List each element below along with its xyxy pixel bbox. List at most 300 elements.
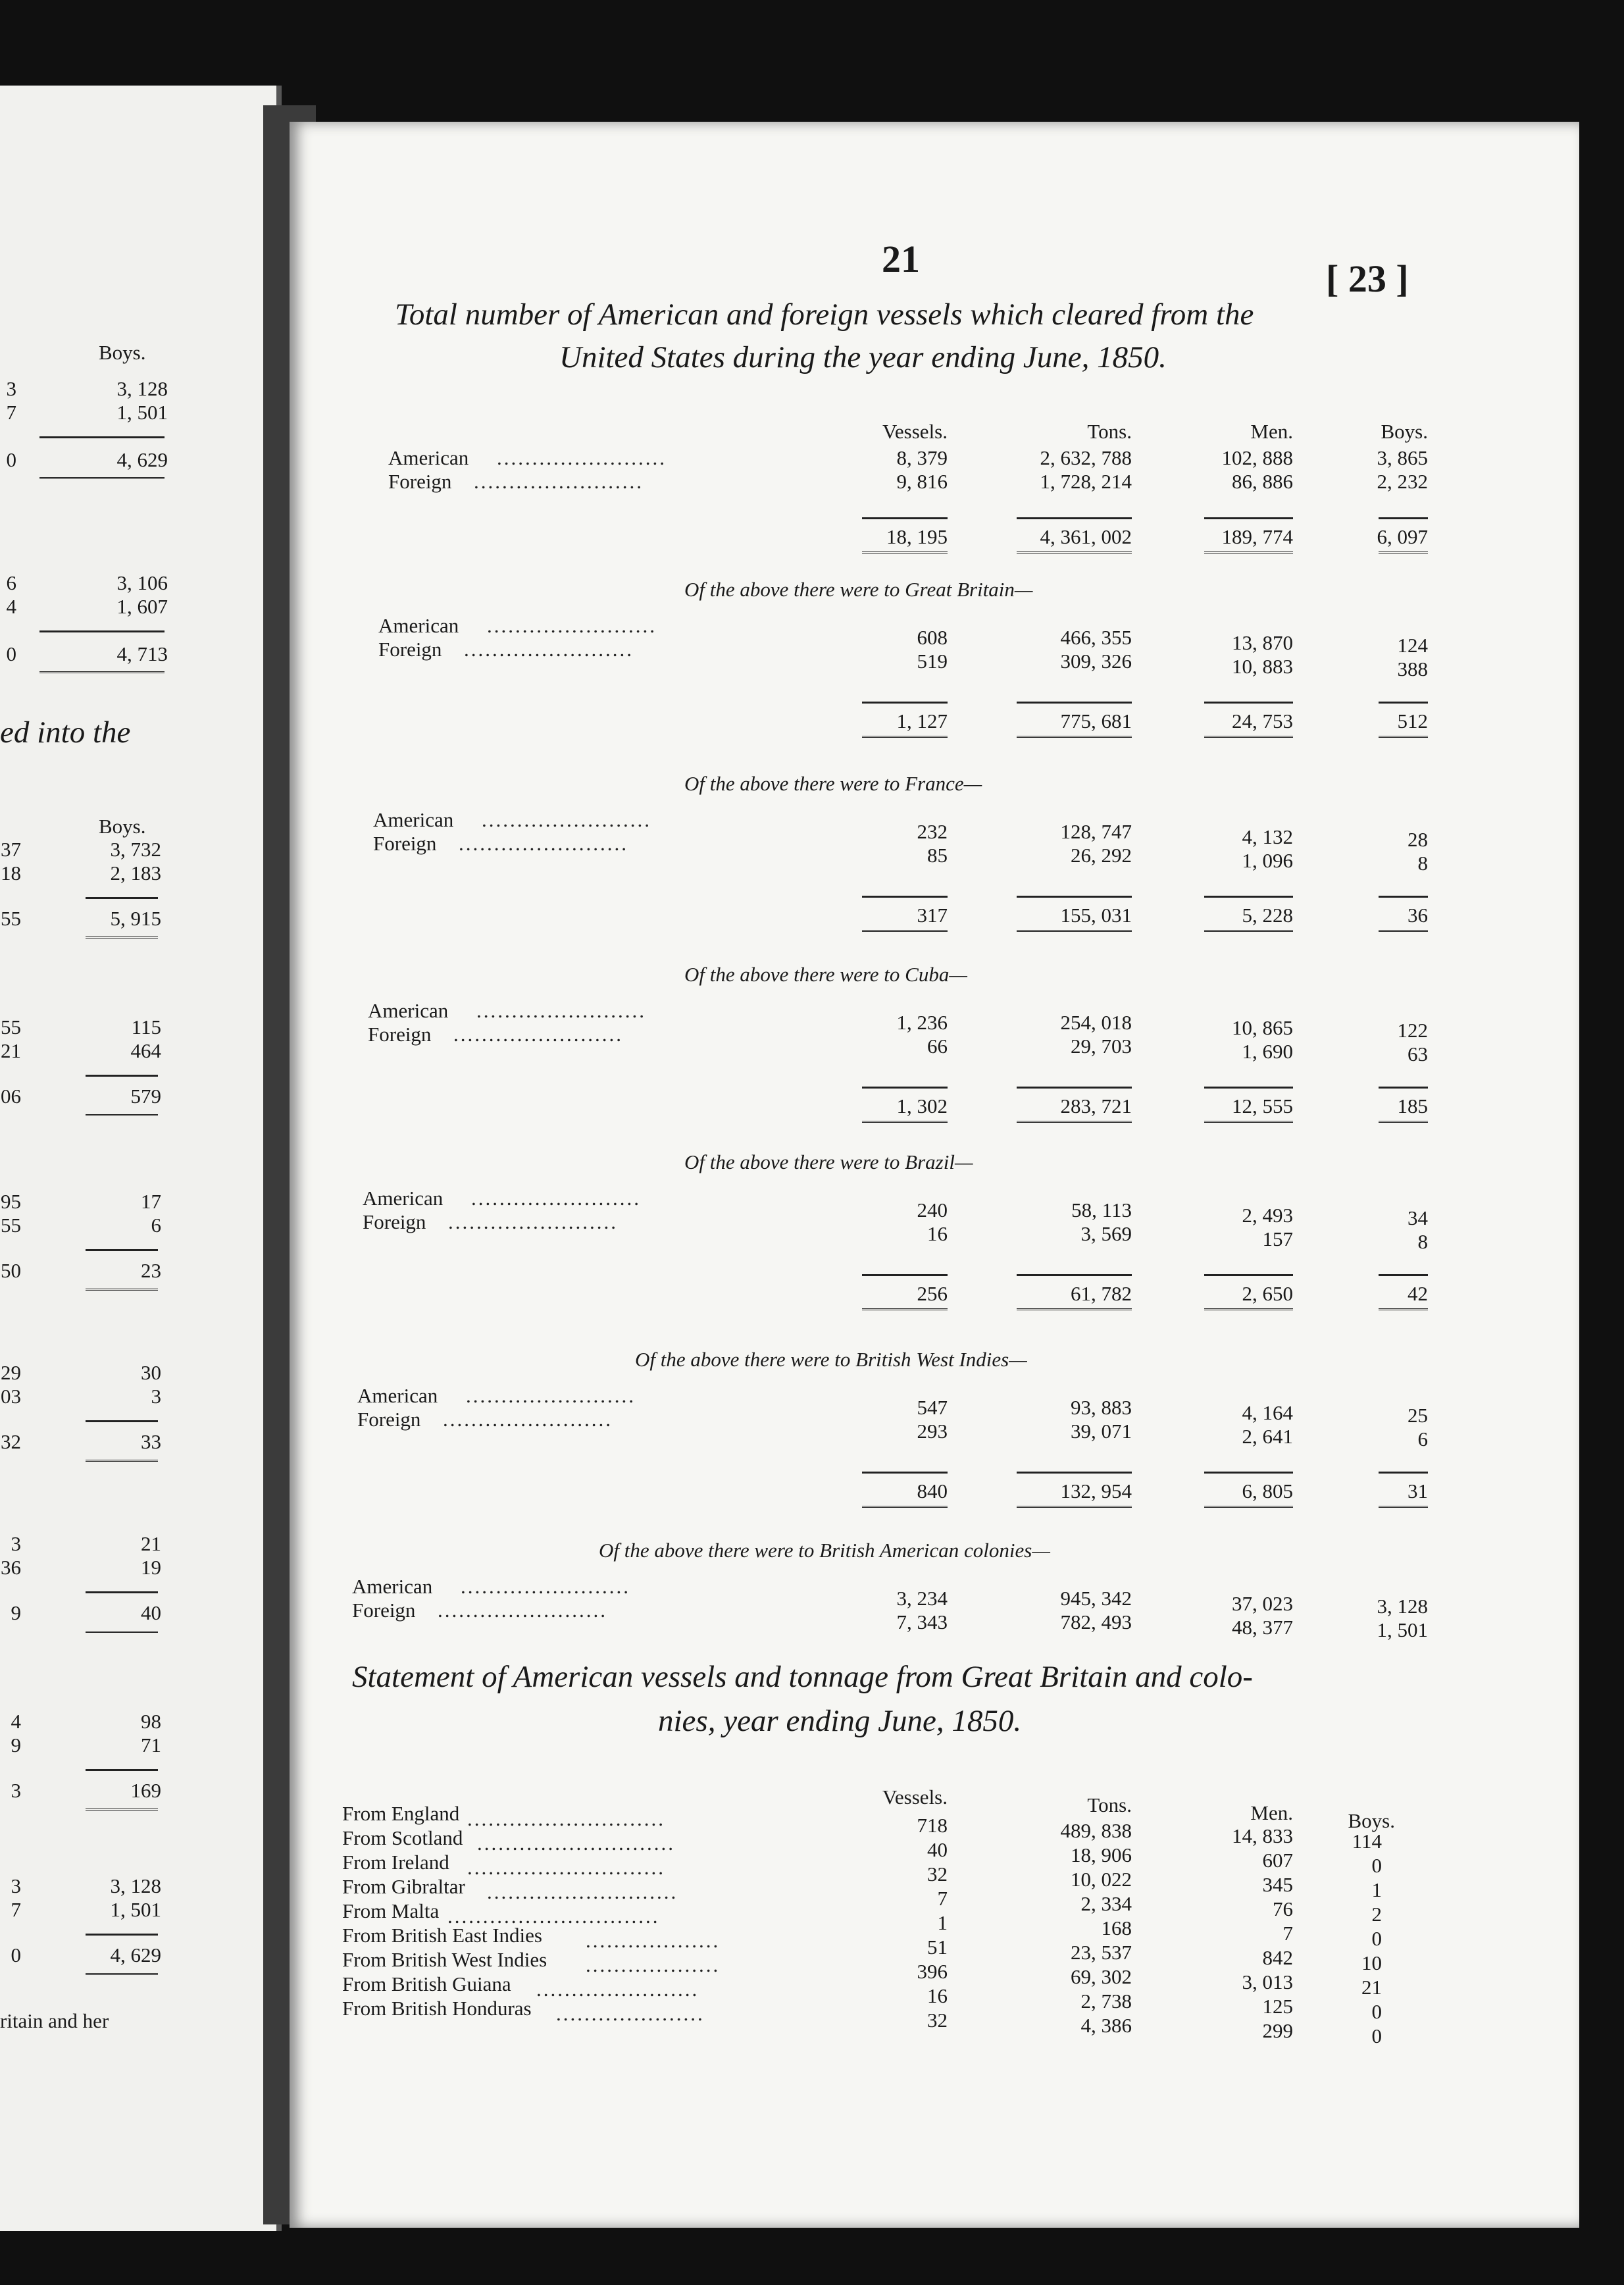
left-cut-value: 55 (1, 907, 21, 930)
sum-rule (1204, 896, 1293, 898)
left-cut-value: 3 (11, 1532, 21, 1555)
row-label: From England (342, 1802, 460, 1825)
sum-rule (1204, 1087, 1293, 1089)
total-double-rule (862, 552, 948, 557)
left-value: 2, 183 (110, 861, 161, 885)
left-bottom-fragment: ritain and her (0, 2009, 109, 2032)
total-value: 189, 774 (1221, 525, 1293, 548)
cell-value: 396 (917, 1960, 948, 1983)
dot-leader: ........................ (453, 1023, 623, 1046)
dot-leader: ........................ (464, 638, 634, 661)
left-boys-header: Boys. (99, 341, 146, 364)
left-cut-value: 0 (6, 448, 16, 471)
cell-value: 2 (1371, 1903, 1382, 1926)
left-double-rule (86, 937, 158, 942)
left-cut-value: 4 (6, 595, 16, 618)
dot-leader: ........................ (466, 1384, 636, 1407)
cell-value: 782, 493 (1060, 1610, 1132, 1633)
sum-rule (862, 1472, 948, 1474)
cell-value: 26, 292 (1071, 844, 1132, 867)
sum-rule (1017, 1472, 1132, 1474)
cell-value: 10, 022 (1071, 1868, 1132, 1891)
cell-value: 63 (1408, 1042, 1428, 1065)
cell-value: 547 (917, 1396, 948, 1419)
cell-value: 86, 886 (1232, 470, 1293, 493)
dot-leader: ....................... (536, 1978, 699, 2001)
left-cut-value: 29 (1, 1361, 21, 1384)
dot-leader: .............................. (447, 1905, 660, 1928)
left-value: 6 (151, 1214, 161, 1237)
cell-value: 48, 377 (1232, 1616, 1293, 1639)
left-sum-rule (86, 897, 158, 899)
cell-value: 309, 326 (1060, 650, 1132, 673)
section-heading: Of the above there were to British West Indies— (635, 1348, 1027, 1371)
dot-leader: ............................ (467, 1807, 665, 1830)
left-cut-value: 21 (1, 1039, 21, 1062)
cell-value: 607 (1262, 1849, 1293, 1872)
row-label: American (373, 808, 454, 831)
total-value: 12, 555 (1232, 1094, 1293, 1117)
cell-value: 489, 838 (1060, 1819, 1132, 1842)
left-double-rule (86, 1460, 158, 1465)
sum-rule (862, 1274, 948, 1276)
left-cut-value: 3 (11, 1874, 21, 1897)
sum-rule (1379, 896, 1428, 898)
sum-rule (1017, 896, 1132, 898)
cell-value: 466, 355 (1060, 626, 1132, 649)
cell-value: 14, 833 (1232, 1824, 1293, 1847)
column-header: Vessels. (882, 1785, 948, 1809)
left-double-rule (86, 1631, 158, 1636)
cell-value: 232 (917, 820, 948, 843)
total-value: 317 (917, 904, 948, 927)
left-cut-value: 7 (11, 1898, 21, 1921)
cell-value: 945, 342 (1060, 1587, 1132, 1610)
sum-rule (862, 1087, 948, 1089)
dot-leader: ..................... (556, 2002, 705, 2025)
cell-value: 4, 386 (1080, 2014, 1132, 2037)
row-label: From Scotland (342, 1826, 463, 1849)
dot-leader: ........................ (474, 470, 644, 493)
left-double-rule (86, 1809, 158, 1814)
cell-value: 0 (1371, 1854, 1382, 1877)
total-value: 840 (917, 1479, 948, 1502)
sum-rule (1379, 1087, 1428, 1089)
left-value: 17 (141, 1190, 161, 1213)
left-cut-value: 36 (1, 1556, 21, 1579)
bracket-page-number: [ 23 ] (1326, 257, 1409, 300)
total-value: 256 (917, 1282, 948, 1305)
total-double-rule (1204, 1308, 1293, 1314)
total-double-rule (1379, 1506, 1428, 1511)
cell-value: 37, 023 (1232, 1592, 1293, 1615)
dot-leader: ................... (586, 1929, 721, 1952)
total-double-rule (1204, 736, 1293, 741)
total-value: 155, 031 (1060, 904, 1132, 927)
total-value: 132, 954 (1060, 1479, 1132, 1502)
sum-rule (1379, 517, 1428, 519)
cell-value: 29, 703 (1071, 1035, 1132, 1058)
cell-value: 34 (1408, 1206, 1428, 1229)
left-cut-value: 55 (1, 1015, 21, 1039)
left-sum-rule (39, 630, 165, 632)
row-label: Foreign (373, 832, 437, 855)
section-heading: Of the above there were to Great Britain— (684, 578, 1033, 601)
dot-leader: ........................... (487, 1880, 678, 1903)
column-header: Boys. (1381, 420, 1428, 443)
cell-value: 0 (1371, 2024, 1382, 2047)
row-label: Foreign (363, 1210, 426, 1233)
total-value: 6, 097 (1377, 525, 1428, 548)
cell-value: 8, 379 (896, 446, 948, 469)
left-value: 3 (151, 1385, 161, 1408)
cell-value: 7 (1282, 1922, 1293, 1945)
cell-value: 3, 013 (1242, 1970, 1293, 1993)
left-cut-value: 06 (1, 1085, 21, 1108)
left-total: 169 (130, 1779, 161, 1802)
total-double-rule (862, 1506, 948, 1511)
cell-value: 388 (1397, 657, 1428, 680)
cell-value: 7 (937, 1887, 948, 1910)
cell-value: 23, 537 (1071, 1941, 1132, 1964)
cell-value: 16 (927, 1222, 948, 1245)
left-total: 5, 915 (110, 907, 161, 930)
table1-title-line2: United States during the year ending June, 1850. (559, 340, 1167, 374)
cell-value: 9, 816 (896, 470, 948, 493)
left-cut-value: 3 (11, 1779, 21, 1802)
total-double-rule (1017, 1506, 1132, 1511)
total-double-rule (1379, 930, 1428, 935)
left-double-rule (86, 1973, 158, 1978)
row-label: From British Honduras (342, 1997, 532, 2020)
cell-value: 4, 132 (1242, 825, 1293, 848)
left-double-rule (39, 477, 165, 482)
left-value: 1, 501 (116, 401, 168, 424)
total-value: 2, 650 (1242, 1282, 1293, 1305)
column-header: Men. (1250, 1801, 1293, 1824)
total-double-rule (1204, 552, 1293, 557)
left-cut-value: 9 (11, 1601, 21, 1624)
cell-value: 168 (1101, 1916, 1132, 1939)
total-double-rule (1017, 736, 1132, 741)
total-double-rule (1379, 1121, 1428, 1126)
row-label: Foreign (378, 638, 442, 661)
cell-value: 1, 096 (1242, 849, 1293, 872)
cell-value: 3, 234 (896, 1587, 948, 1610)
cell-value: 4, 164 (1242, 1401, 1293, 1424)
cell-value: 1, 236 (896, 1011, 948, 1034)
cell-value: 345 (1262, 1873, 1293, 1896)
total-double-rule (1204, 930, 1293, 935)
folio: 21 (882, 238, 920, 280)
total-double-rule (1017, 930, 1132, 935)
left-value: 115 (131, 1015, 161, 1039)
section-heading: Of the above there were to Brazil— (684, 1150, 973, 1173)
sum-rule (1017, 517, 1132, 519)
cell-value: 16 (927, 1984, 948, 2007)
cell-value: 2, 738 (1080, 1990, 1132, 2013)
column-header: Tons. (1087, 420, 1132, 443)
cell-value: 1, 690 (1242, 1040, 1293, 1063)
total-double-rule (862, 1308, 948, 1314)
cell-value: 85 (927, 844, 948, 867)
table2-title-line1: Statement of American vessels and tonnage from Great Britain and colo- (352, 1660, 1253, 1694)
left-boys-header: Boys. (99, 815, 146, 838)
cell-value: 18, 906 (1071, 1843, 1132, 1866)
left-value: 1, 607 (116, 595, 168, 618)
left-total: 4, 629 (116, 448, 168, 471)
cell-value: 718 (917, 1814, 948, 1837)
cell-value: 1, 728, 214 (1040, 470, 1132, 493)
cell-value: 58, 113 (1071, 1198, 1132, 1221)
row-label: American (357, 1384, 438, 1407)
total-value: 185 (1397, 1094, 1428, 1117)
left-double-rule (39, 671, 165, 677)
row-label: Foreign (368, 1023, 432, 1046)
total-value: 4, 361, 002 (1040, 525, 1132, 548)
cell-value: 519 (917, 650, 948, 673)
sum-rule (1204, 517, 1293, 519)
total-value: 1, 302 (896, 1094, 948, 1117)
cell-value: 1 (937, 1911, 948, 1934)
sum-rule (862, 517, 948, 519)
column-header: Boys. (1348, 1809, 1395, 1832)
section-heading: Of the above there were to Cuba— (684, 963, 967, 986)
total-double-rule (862, 930, 948, 935)
left-double-rule (86, 1114, 158, 1119)
total-double-rule (862, 1121, 948, 1126)
dot-leader: ........................ (487, 614, 657, 637)
cell-value: 2, 334 (1080, 1892, 1132, 1915)
sum-rule (1017, 1274, 1132, 1276)
left-cut-value: 7 (6, 401, 16, 424)
left-cut-value: 32 (1, 1430, 21, 1453)
left-total: 23 (141, 1259, 161, 1282)
dot-leader: ........................ (448, 1210, 618, 1233)
cell-value: 128, 747 (1060, 820, 1132, 843)
table2-title-line2: nies, year ending June, 1850. (658, 1704, 1022, 1738)
sum-rule (1204, 1274, 1293, 1276)
cell-value: 7, 343 (896, 1610, 948, 1633)
total-double-rule (1379, 1308, 1428, 1314)
cell-value: 3, 128 (1377, 1595, 1428, 1618)
left-value: 21 (141, 1532, 161, 1555)
total-double-rule (1379, 736, 1428, 741)
section-heading: Of the above there were to France— (684, 772, 982, 795)
sum-rule (862, 896, 948, 898)
sum-rule (1204, 702, 1293, 704)
dot-leader: ............................ (467, 1856, 665, 1879)
cell-value: 157 (1262, 1227, 1293, 1250)
dot-leader: ................... (586, 1953, 721, 1976)
row-label: American (378, 614, 459, 637)
left-double-rule (86, 1289, 158, 1294)
cell-value: 13, 870 (1232, 631, 1293, 654)
total-value: 36 (1408, 904, 1428, 927)
row-label: From British East Indies (342, 1924, 542, 1947)
cell-value: 32 (927, 1862, 948, 1886)
row-label: From Ireland (342, 1851, 449, 1874)
cell-value: 0 (1371, 1927, 1382, 1950)
cell-value: 293 (917, 1420, 948, 1443)
cell-value: 32 (927, 2009, 948, 2032)
total-value: 1, 127 (896, 709, 948, 732)
cell-value: 2, 641 (1242, 1425, 1293, 1448)
cell-value: 28 (1408, 828, 1428, 851)
total-double-rule (1379, 552, 1428, 557)
cell-value: 2, 493 (1242, 1204, 1293, 1227)
row-label: American (363, 1187, 444, 1210)
left-value: 30 (141, 1361, 161, 1384)
dot-leader: ........................ (482, 808, 651, 831)
total-value: 775, 681 (1060, 709, 1132, 732)
left-cut-value: 4 (11, 1710, 21, 1733)
cell-value: 66 (927, 1035, 948, 1058)
left-sum-rule (86, 1934, 158, 1936)
left-cut-value: 9 (11, 1733, 21, 1757)
cell-value: 10, 865 (1232, 1016, 1293, 1039)
row-label: From Malta (342, 1899, 440, 1922)
total-value: 61, 782 (1071, 1282, 1132, 1305)
sum-rule (1204, 1472, 1293, 1474)
left-value: 98 (141, 1710, 161, 1733)
total-value: 5, 228 (1242, 904, 1293, 927)
dot-leader: ........................ (497, 446, 667, 469)
sum-rule (1017, 702, 1132, 704)
cell-value: 21 (1361, 1976, 1382, 1999)
sum-rule (1379, 1472, 1428, 1474)
cell-value: 51 (927, 1936, 948, 1959)
column-header: Men. (1250, 420, 1293, 443)
row-label: From Gibraltar (342, 1875, 465, 1898)
left-sum-rule (86, 1591, 158, 1593)
cell-value: 299 (1262, 2019, 1293, 2042)
cell-value: 93, 883 (1071, 1396, 1132, 1419)
left-value: 3, 732 (110, 838, 161, 861)
total-value: 6, 805 (1242, 1479, 1293, 1502)
dot-leader: ........................ (461, 1575, 630, 1598)
row-label: American (368, 999, 449, 1022)
cell-value: 25 (1408, 1404, 1428, 1427)
dot-leader: ........................ (471, 1187, 641, 1210)
cell-value: 2, 632, 788 (1040, 446, 1132, 469)
left-cut-value: 3 (6, 377, 16, 400)
sum-rule (1379, 1274, 1428, 1276)
cell-value: 240 (917, 1198, 948, 1221)
cell-value: 69, 302 (1071, 1965, 1132, 1988)
left-cut-value: 6 (6, 571, 16, 594)
sum-rule (1379, 702, 1428, 704)
left-cut-value: 0 (6, 642, 16, 665)
column-header: Vessels. (882, 420, 948, 443)
left-cut-value: 18 (1, 861, 21, 885)
row-label: Foreign (357, 1408, 421, 1431)
cell-value: 8 (1417, 1230, 1428, 1253)
total-value: 42 (1408, 1282, 1428, 1305)
section-heading: Of the above there were to British American colonies— (599, 1539, 1050, 1562)
dot-leader: ........................ (459, 832, 628, 855)
left-value: 3, 128 (110, 1874, 161, 1897)
total-double-rule (1017, 552, 1132, 557)
left-cut-value: 03 (1, 1385, 21, 1408)
dot-leader: ........................ (443, 1408, 613, 1431)
row-label: From British West Indies (342, 1948, 547, 1971)
left-value: 71 (141, 1733, 161, 1757)
left-total: 33 (141, 1430, 161, 1453)
left-cut-value: 95 (1, 1190, 21, 1213)
cell-value: 76 (1273, 1897, 1293, 1920)
left-cut-value: 37 (1, 838, 21, 861)
total-value: 31 (1408, 1479, 1428, 1502)
cell-value: 10 (1361, 1951, 1382, 1974)
left-total: 4, 713 (116, 642, 168, 665)
left-value: 464 (130, 1039, 161, 1062)
left-sum-rule (86, 1249, 158, 1251)
left-value: 1, 501 (110, 1898, 161, 1921)
table1-title-line1: Total number of American and foreign vessels which cleared from the (395, 297, 1254, 332)
cell-value: 254, 018 (1060, 1011, 1132, 1034)
left-cut-value: 50 (1, 1259, 21, 1282)
sum-rule (1017, 1087, 1132, 1089)
row-label: From British Guiana (342, 1972, 511, 1995)
left-cut-value: 55 (1, 1214, 21, 1237)
row-label: American (352, 1575, 433, 1598)
cell-value: 114 (1352, 1830, 1382, 1853)
cell-value: 125 (1262, 1995, 1293, 2018)
total-value: 24, 753 (1232, 709, 1293, 732)
cell-value: 122 (1397, 1019, 1428, 1042)
row-label: Foreign (388, 470, 452, 493)
total-double-rule (862, 736, 948, 741)
left-value: 3, 106 (116, 571, 168, 594)
cell-value: 102, 888 (1221, 446, 1293, 469)
cell-value: 39, 071 (1071, 1420, 1132, 1443)
left-title-fragment: ed into the (0, 715, 131, 750)
left-sum-rule (86, 1075, 158, 1077)
left-sum-rule (86, 1769, 158, 1771)
cell-value: 3, 865 (1377, 446, 1428, 469)
total-double-rule (1017, 1121, 1132, 1126)
total-double-rule (1204, 1121, 1293, 1126)
cell-value: 0 (1371, 2000, 1382, 2023)
total-value: 18, 195 (886, 525, 948, 548)
total-value: 283, 721 (1060, 1094, 1132, 1117)
cell-value: 8 (1417, 852, 1428, 875)
sum-rule (862, 702, 948, 704)
total-double-rule (1017, 1308, 1132, 1314)
left-total: 4, 629 (110, 1943, 161, 1966)
left-value: 3, 128 (116, 377, 168, 400)
dot-leader: ........................ (476, 999, 646, 1022)
left-value: 19 (141, 1556, 161, 1579)
left-sum-rule (39, 436, 165, 438)
left-sum-rule (86, 1420, 158, 1422)
cell-value: 3, 569 (1080, 1222, 1132, 1245)
dot-leader: ........................ (438, 1599, 607, 1622)
left-cut-value: 0 (11, 1943, 21, 1966)
column-header: Tons. (1087, 1793, 1132, 1816)
cell-value: 2, 232 (1377, 470, 1428, 493)
left-total: 40 (141, 1601, 161, 1624)
cell-value: 124 (1397, 634, 1428, 657)
cell-value: 608 (917, 626, 948, 649)
total-value: 512 (1397, 709, 1428, 732)
cell-value: 40 (927, 1838, 948, 1861)
cell-value: 1 (1371, 1878, 1382, 1901)
total-double-rule (1204, 1506, 1293, 1511)
row-label: Foreign (352, 1599, 416, 1622)
cell-value: 6 (1417, 1427, 1428, 1451)
